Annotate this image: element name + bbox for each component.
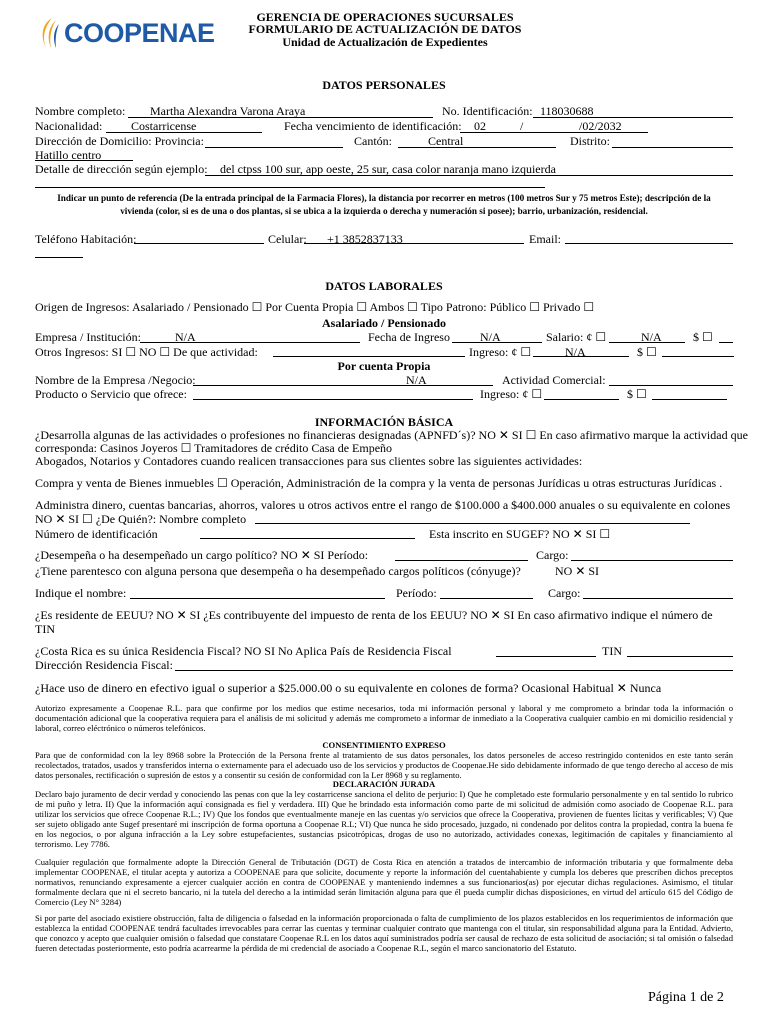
- id-value[interactable]: 118030688: [540, 104, 594, 118]
- declaration-title: DECLARACIÓN JURADA: [332, 779, 436, 789]
- other-income-value[interactable]: N/A: [565, 345, 586, 359]
- address-note: Indicar un punto de referencia (De la entrada principal de la Farmacia Flores), la distancia por recorrer en metros (100 metros Sur y 75 metros Este); descripción de la vivienda (color, si es de una o dos plantas, si se ubica a la izquierda o derecha y numeración si posee); barrio, urbanización, residencial.: [57, 193, 711, 216]
- district-value[interactable]: Hatillo centro: [35, 148, 102, 162]
- coopenae-logo: [38, 14, 215, 54]
- business-label: Nombre de la Empresa /Negocio:: [35, 373, 196, 387]
- district-label: Distrito:: [570, 134, 611, 148]
- apnfd-question[interactable]: ¿Desarrolla algunas de las actividades o profesiones no financieras designadas (APNFD´s)? NO ✕ SI ☐ En caso afirmativo marque la actividad que: [35, 428, 748, 442]
- product-income-label: Ingreso: ¢ ☐: [480, 387, 543, 401]
- manages-money-question: Administra dinero, cuentas bancarias, ahorros, valores u otros activos entre el rango de $100.000 a $400.000 anuales o su equivalente en colones: [35, 498, 731, 512]
- name-value[interactable]: Martha Alexandra Varona Araya: [150, 104, 306, 118]
- dgt-text: Cualquier regulación que formalmente adopte la Dirección General de Tributación (DGT) de Costa Rica en atención a tratados de intercambio de información tributaria y que formalmente deba implementar COOPENAE, el titular acepta y autoriza a COOPENAE para que solicite, documente y reporte la información del cuentahabiente y cumpla los deberes que prescriben dichos preceptos normativos, renunciando expresamente a ejercer cualquier acción en contra de COOPENAE y manteniendo indemnes a sus funcionarios(as) por ejecutar dichas regulaciones. Asimismo, el titular formalmente declara que ni el secreto bancario, ni la tutela del derecho a la intimidad serán limitación alguna para que él pueda cumplir dichas disposiciones, en virtud del artículo 615 del Código de Comercio (Ley N° 3284): [35, 857, 733, 908]
- consent-title: CONSENTIMIENTO EXPRESO: [322, 740, 446, 750]
- company-value[interactable]: N/A: [175, 330, 196, 344]
- fiscal-residence-question[interactable]: ¿Costa Rica es su única Residencia Fiscal? NO SI No Aplica País de Residencia Fiscal: [35, 644, 452, 658]
- id-expiry-label: Fecha vencimiento de identificación:: [284, 119, 462, 133]
- section-title-labor: DATOS LABORALES: [325, 279, 443, 293]
- fiscal-tin-label: TIN: [602, 644, 622, 658]
- home-phone-label: Teléfono Habitación:: [35, 232, 137, 246]
- cash-usage-question[interactable]: ¿Hace uso de dinero en efectivo igual o superior a $25.000.00 o su equivalente en colones de forma? Ocasional Habitual ✕ Nunca: [35, 681, 662, 695]
- page-number: Página 1 de 2: [648, 990, 724, 1005]
- relative-cargo-label: Cargo:: [548, 586, 581, 600]
- other-income-amount-label: Ingreso: ¢ ☐: [469, 345, 532, 359]
- political-relative-question: ¿Tiene parentesco con alguna persona que desempeña o ha desempeñado cargos políticos (cónyuge)?: [35, 564, 521, 578]
- section-title-basic: INFORMACIÓN BÁSICA: [314, 415, 454, 429]
- indicate-name-label: Indique el nombre:: [35, 586, 127, 600]
- salary-label: Salario: ¢ ☐: [546, 330, 607, 344]
- other-income-dollar-checkbox[interactable]: $ ☐: [637, 345, 657, 359]
- consent-text: Para que de conformidad con la ley 8968 sobre la Protección de la Persona frente al tratamiento de sus datos personales, los datos personeles de acceso restringido contenidos en este tanto serán recolectados, tratados, usados y transferidos interna o externamente para el adecuado uso de los servicios y productos de Coopenae.He sido debidamente informado de que tengo derecho al acceso de mis datos personales, rectificación o supresión de estos y a consentir su cesión de conformidad con la Ler 8968 y su reglamento.: [35, 750, 733, 781]
- self-employed-title: Por cuenta Propia: [337, 359, 431, 373]
- header-line-2: FORMULARIO DE ACTUALIZACIÓN DE DATOS: [248, 22, 522, 36]
- id-expiry-sep: /: [520, 119, 524, 133]
- logo-mark-icon: [38, 16, 62, 52]
- salary-value[interactable]: N/A: [641, 330, 662, 344]
- activity-label: Actividad Comercial:: [502, 373, 606, 387]
- id-expiry-rest[interactable]: /02/2032: [579, 119, 622, 133]
- tin-label: TIN: [35, 622, 55, 636]
- salary-dollar-checkbox[interactable]: $ ☐: [693, 330, 713, 344]
- apnfd-real-estate[interactable]: Compra y venta de Bienes inmuebles ☐ Operación, Administración de la compra y la venta de personas Jurídicas u otras estructuras Jurídicas .: [35, 476, 723, 490]
- name-label: Nombre completo:: [35, 104, 126, 118]
- id-label: No. Identificación:: [442, 104, 533, 118]
- nationality-value[interactable]: Costarricense: [131, 119, 197, 133]
- political-relative-answer[interactable]: NO ✕ SI: [555, 564, 600, 578]
- header-line-3: Unidad de Actualización de Expedientes: [282, 35, 488, 49]
- product-dollar-checkbox[interactable]: $ ☐: [627, 387, 647, 401]
- entry-date-value[interactable]: N/A: [480, 330, 501, 344]
- authorization-text: Autorizo expresamente a Coopenae R.L. para que confirme por los medios que estime necesarios, toda mi información personal y laboral y me comprometo a brindar toda la información o documentación adicional que la cooperativa requiera para el análisis de mi solicitud y además me comprometo a informar de inmediato a la Cooperativa cualquier cambio en mi domicilio residencial y laboral, correo eléctrónico o números telefónicos.: [35, 703, 733, 734]
- relative-period-label: Período:: [396, 586, 437, 600]
- other-income-label[interactable]: Otros Ingresos: SI ☐ NO ☐ De que actividad:: [35, 345, 258, 359]
- detail-label: Detalle de dirección según ejemplo:: [35, 162, 208, 176]
- fiscal-address-label: Dirección Residencia Fiscal:: [35, 658, 173, 672]
- cell-label: Celular:: [268, 232, 307, 246]
- header-line-1: GERENCIA DE OPERACIONES SUCURSALES: [256, 10, 514, 24]
- id-expiry-day[interactable]: 02: [474, 119, 486, 133]
- logo-text: COOPENAE: [64, 18, 215, 48]
- canton-label: Cantón:: [354, 134, 392, 148]
- address-label: Dirección de Domicilio: Provincia:: [35, 134, 204, 148]
- section-title-personal: DATOS PERSONALES: [322, 78, 446, 92]
- product-label: Producto o Servicio que ofrece:: [35, 387, 187, 401]
- nationality-label: Nacionalidad:: [35, 119, 103, 133]
- sugef-question[interactable]: Esta inscrito en SUGEF? NO ✕ SI ☐: [429, 527, 611, 541]
- business-value[interactable]: N/A: [406, 373, 427, 387]
- id-number-label: Número de identificación: [35, 527, 158, 541]
- income-origin-line[interactable]: Origen de Ingresos: Asalariado / Pensionado ☐ Por Cuenta Propia ☐ Ambos ☐ Tipo Patrono: Público ☐ Privado ☐: [35, 300, 595, 314]
- declaration-text: Declaro bajo juramento de decir verdad y conociendo las penas con que la ley costarricense sanciona el delito de perjurio: I) Que he completado este formulario personalmente y en tal sentido lo rubrico de mi puño y letra. II) Que la información aquí consignada es fiel y verdadera. III) Que he brindado esta información como parte de mi solicitud de admisión como asociado de Coopenae R.L. para utilizar los servicios que ofrece Coopenae R.L.; IV) Que los fondos que eventualmente maneje en las cuentas y/o servicios que ofrece la Cooperativa, provienen de fuentes lícitas y verificables; V) Que ser sujeto obligado ante Sugef presentaré mi inscripción de forma oportuna a Coopenae R.L; VI) Que nunca he sido procesado, juzgado, ni condenado por delitos contra la propiedad, contra la buena fe en los negocios, o por alguna infracción a la Ley sobre estupefacientes, sustancias psicotrópicas, drogas de uso no autorizado, actividades conexas, legitimación de capitales y financiamiento al terrorismo. Ley 7786.: [35, 789, 733, 850]
- email-label: Email:: [529, 232, 561, 246]
- canton-value[interactable]: Central: [428, 134, 464, 148]
- apnfd-lawyers: Abogados, Notarios y Contadores cuando realicen transacciones para sus clientes sobre las siguientes actividades:: [35, 454, 583, 468]
- us-resident-question[interactable]: ¿Es residente de EEUU? NO ✕ SI ¿Es contribuyente del impuesto de renta de los EEUU? NO ✕ SI En caso afirmativo indique el número de: [35, 608, 713, 622]
- manages-money-answer[interactable]: NO ✕ SI ☐ ¿De Quién?: Nombre completo: [35, 512, 247, 526]
- political-position-question[interactable]: ¿Desempeña o ha desempeñado un cargo político? NO ✕ SI Período:: [35, 548, 369, 562]
- obstruction-text: Si por parte del asociado existiere obstrucción, falta de diligencia o falsedad en la información proporcionada o falta de cumplimiento de los plazos establecidos en los requerimientos de información que establezca la entidad COOPENAE tendrá facultades irrevocables para cerrar las cuentas y terminar cualquier contrato que mantenga con el titular, sin responsabilidad alguna para la Entidad. Advierto, que conozco y acepto que cualquier omisión o falsedad que constatare Coopenae R.L en los datos aquí suministrados podría ser causal de rechazo de esta solicitud de asociación; si tal omisión o falsedad fueren detectadas posteriormente, esto podría acarrearme la pérdida de mi credencial de asociado a Coopenae R.L, según el marco sancionatorio del Estatuto.: [35, 913, 733, 954]
- company-label: Empresa / Institución:: [35, 330, 141, 344]
- apnfd-activities[interactable]: corresponda: Casinos Joyeros ☐ Tramitadores de crédito Casa de Empeño: [35, 441, 393, 455]
- detail-value[interactable]: del ctpss 100 sur, app oeste, 25 sur, casa color naranja mano izquierda: [220, 162, 556, 176]
- entry-date-label: Fecha de Ingreso: [368, 330, 450, 344]
- political-cargo-label: Cargo:: [536, 548, 569, 562]
- salaried-title: Asalariado / Pensionado: [321, 316, 447, 330]
- cell-value[interactable]: +1 3852837133: [327, 232, 403, 246]
